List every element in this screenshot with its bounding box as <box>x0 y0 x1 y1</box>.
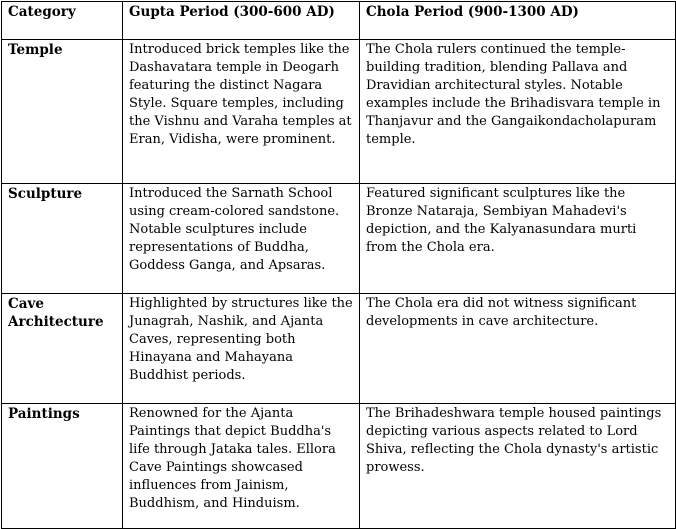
header-chola-period: Chola Period (900-1300 AD) <box>360 2 676 40</box>
gupta-cell: Highlighted by structures like the Junagrah, Nashik, and Ajanta Caves, representing both Hinayana and Mahayana Buddhist periods. <box>123 294 360 404</box>
header-gupta-period: Gupta Period (300-600 AD) <box>123 2 360 40</box>
row-category: Paintings <box>2 404 123 529</box>
table-row <box>2 294 676 404</box>
chola-cell: The Brihadeshwara temple housed paintings depicting various aspects related to Lord Shiva, reflecting the Chola dynasty's artistic prowess. <box>360 404 676 529</box>
gupta-cell: Renowned for the Ajanta Paintings that depict Buddha's life through Jataka tales. Ellora Cave Paintings showcased influences from Jainism, Buddhism, and Hinduism. <box>123 404 360 529</box>
header-category: Category <box>2 2 123 40</box>
table-row <box>2 404 676 529</box>
table-row <box>2 184 676 294</box>
chola-cell: The Chola era did not witness significant developments in cave architecture. <box>360 294 676 404</box>
row-category: Cave Architecture <box>2 294 123 404</box>
gupta-cell: Introduced brick temples like the Dashavatara temple in Deogarh featuring the distinct Nagara Style. Square temples, including the Vishnu and Varaha temples at Eran, Vidisha, were prominent. <box>123 40 360 184</box>
row-category: Sculpture <box>2 184 123 294</box>
chola-cell: The Chola rulers continued the temple-building tradition, blending Pallava and Dravidian architectural styles. Notable examples include the Brihadisvara temple in Thanjavur and the Gangaikondacholapuram temple. <box>360 40 676 184</box>
row-category: Temple <box>2 40 123 184</box>
comparison-table <box>1 1 676 529</box>
table-row <box>2 40 676 184</box>
table-header-row <box>2 2 676 40</box>
gupta-cell: Introduced the Sarnath School using cream-colored sandstone. Notable sculptures include representations of Buddha, Goddess Ganga, and Apsaras. <box>123 184 360 294</box>
chola-cell: Featured significant sculptures like the Bronze Nataraja, Sembiyan Mahadevi's depiction, and the Kalyanasundara murti from the Chola era. <box>360 184 676 294</box>
